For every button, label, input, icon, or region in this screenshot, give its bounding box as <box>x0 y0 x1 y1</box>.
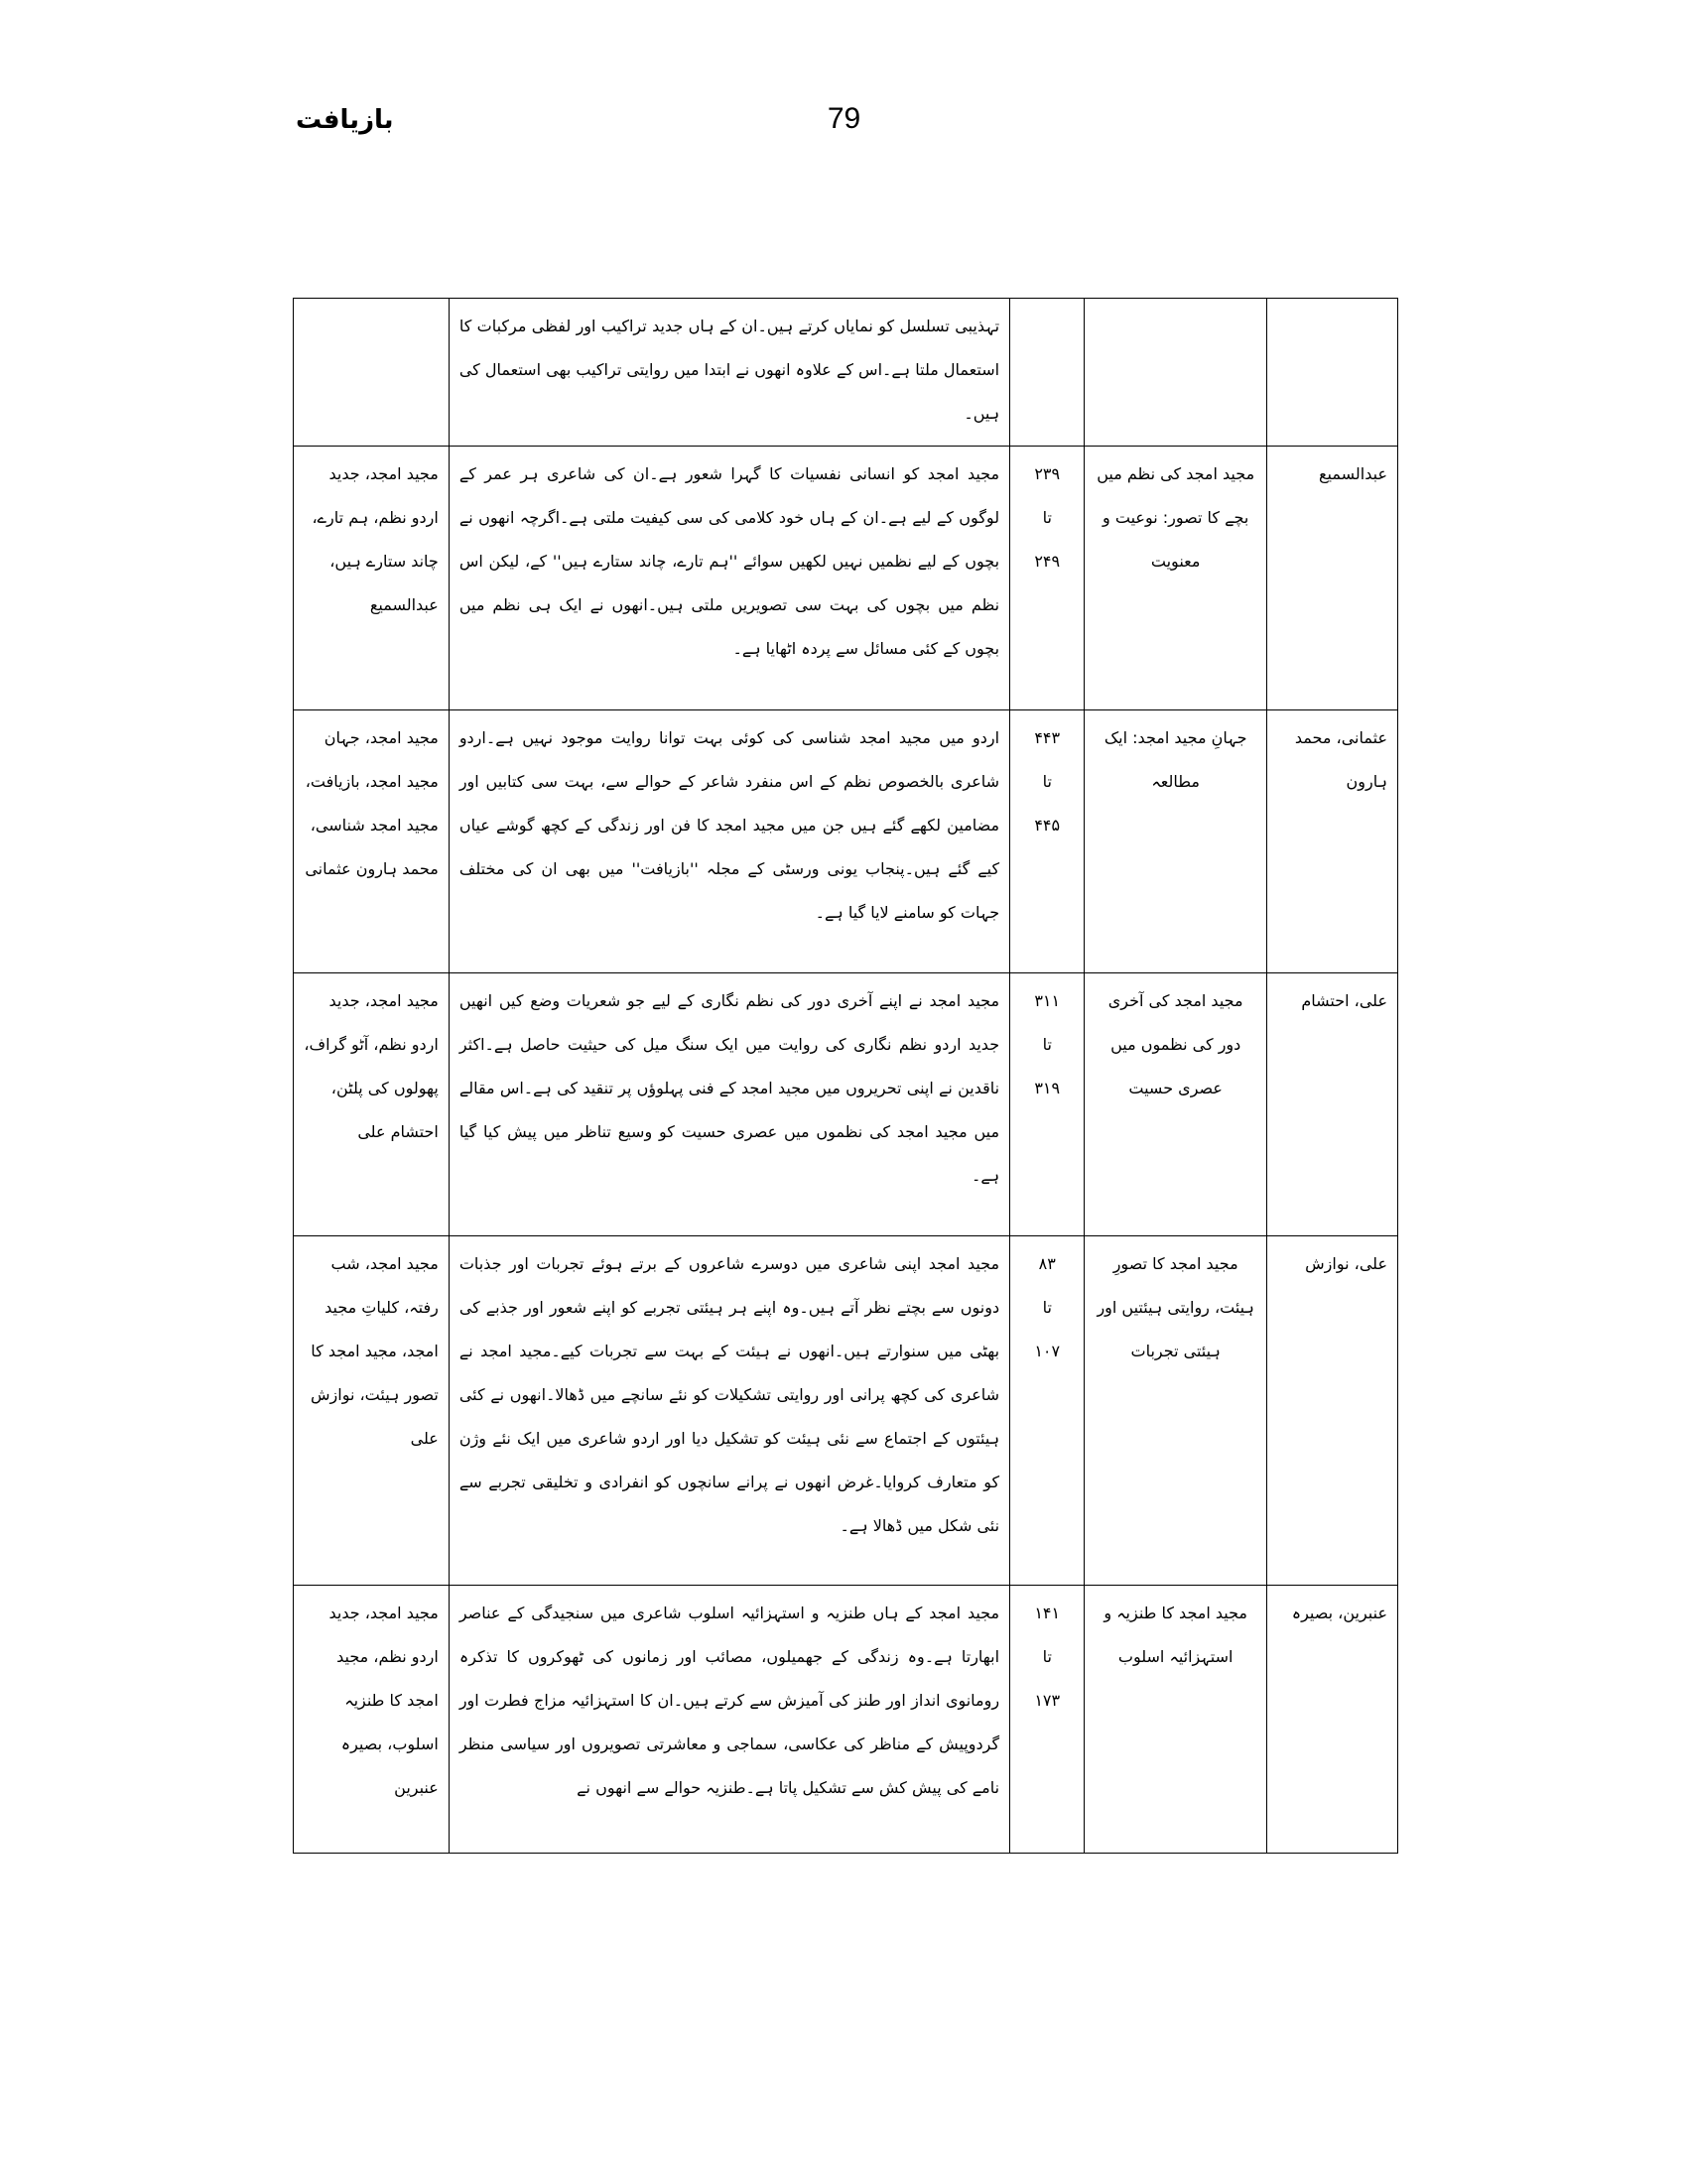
journal-title: بازیافت <box>296 105 394 135</box>
page-number: 79 <box>827 102 861 135</box>
page-from: ۳۱۱ <box>1034 991 1061 1010</box>
keywords-cell: مجید امجد، جدید اردو نظم، آٹو گراف، پھولوں کی پلٹن، احتشام علی <box>294 973 450 1236</box>
page-from: ۱۴۱ <box>1034 1604 1061 1622</box>
page-sep: تا <box>1042 1298 1052 1317</box>
table-row <box>294 973 1398 1236</box>
title-cell: مجید امجد کا تصورِ ہیئت، روایتی ہیئتیں اور ہیئتی تجربات <box>1085 1236 1267 1586</box>
summary-cell: مجید امجد نے اپنے آخری دور کی نظم نگاری کے لیے جو شعریات وضع کیں انھیں جدید اردو نظم نگاری کی روایت میں ایک سنگ میل کی حیثیت حاصل ہے۔اکثر ناقدین نے اپنی تحریروں میں مجید امجد کے فنی پہلوؤں پر تنقید کی ہے۔اس مقالے میں مجید امجد کی نظموں میں عصری حسیت کو وسیع تناظر میں پیش کیا گیا ہے۔ <box>449 973 1009 1236</box>
keywords-cell <box>294 299 450 447</box>
page-sep: تا <box>1042 1647 1052 1666</box>
title-cell: جہانِ مجید امجد: ایک مطالعہ <box>1085 710 1267 973</box>
summary-cell: تہذیبی تسلسل کو نمایاں کرتے ہیں۔ان کے ہاں جدید تراکیب اور لفظی مرکبات کا استعمال ملتا ہے۔اس کے علاوہ انھوں نے ابتدا میں روایتی تراکیب بھی استعمال کی ہیں۔ <box>449 299 1009 447</box>
page-to: ۴۴۵ <box>1034 816 1061 835</box>
summary-cell: اردو میں مجید امجد شناسی کی کوئی بہت توانا روایت موجود نہیں ہے۔اردو شاعری بالخصوص نظم کے اس منفرد شاعر کے حوالے سے، بہت سی کتابیں اور مضامین لکھے گئے ہیں جن میں مجید امجد کا فن اور زندگی کے کچھ گوشے عیاں کیے گئے ہیں۔پنجاب یونی ورسٹی کے مجلہ ''بازیافت'' میں بھی ان کی مختلف جہات کو سامنے لایا گیا ہے۔ <box>449 710 1009 973</box>
pages-cell <box>1010 299 1085 447</box>
author-cell <box>1266 299 1397 447</box>
page-to: ۳۱۹ <box>1034 1079 1061 1097</box>
bibliography-table <box>293 298 1398 1854</box>
title-cell: مجید امجد کا طنزیہ و استہزائیہ اسلوب <box>1085 1586 1267 1854</box>
pages-cell <box>1010 973 1085 1236</box>
page-to: ۲۴۹ <box>1034 552 1061 571</box>
table-row <box>294 1586 1398 1854</box>
page-to: ۱۰۷ <box>1034 1342 1061 1360</box>
page-from: ۲۳۹ <box>1034 464 1061 483</box>
summary-cell: مجید امجد اپنی شاعری میں دوسرے شاعروں کے برتے ہوئے تجربات اور جذبات دونوں سے بچتے نظر آتے ہیں۔وہ اپنے ہر ہیئتی تجربے کو اپنے شعور اور جذبے کی بھٹی میں سنوارتے ہیں۔انھوں نے ہیئت کے بہت سے تجربات کیے۔مجید امجد نے شاعری کی کچھ پرانی اور روایتی تشکیلات کو نئے سانچے میں ڈھالا۔انھوں نے کئی ہیئتوں کے اجتماع سے نئی ہیئت کو تشکیل دیا اور اردو شاعری میں ایک نئے وژن کو متعارف کروایا۔غرض انھوں نے پرانے سانچوں کو انفرادی و تخلیقی تجربے سے نئی شکل میں ڈھالا ہے۔ <box>449 1236 1009 1586</box>
pages-cell <box>1010 710 1085 973</box>
author-cell: علی، احتشام <box>1266 973 1397 1236</box>
title-cell: مجید امجد کی نظم میں بچے کا تصور: نوعیت و معنویت <box>1085 447 1267 710</box>
pages-cell <box>1010 1236 1085 1586</box>
author-cell: عبدالسمیع <box>1266 447 1397 710</box>
author-cell: علی، نوازش <box>1266 1236 1397 1586</box>
table-row <box>294 710 1398 973</box>
table-row <box>294 1236 1398 1586</box>
pages-cell <box>1010 447 1085 710</box>
summary-cell: مجید امجد کو انسانی نفسیات کا گہرا شعور ہے۔ان کی شاعری ہر عمر کے لوگوں کے لیے ہے۔ان کے ہاں خود کلامی کی سی کیفیت ملتی ہے۔اگرچہ انھوں نے بچوں کے لیے نظمیں نہیں لکھیں سوائے ''ہم تارے، چاند ستارے ہیں'' کے، لیکن اس نظم میں بچوں کی بہت سی تصویریں ملتی ہیں۔انھوں نے ایک ہی نظم میں بچوں کے کئی مسائل سے پردہ اٹھایا ہے۔ <box>449 447 1009 710</box>
page-sep: تا <box>1042 772 1052 791</box>
title-cell: مجید امجد کی آخری دور کی نظموں میں عصری حسیت <box>1085 973 1267 1236</box>
author-cell: عثمانی، محمد ہارون <box>1266 710 1397 973</box>
summary-cell: مجید امجد کے ہاں طنزیہ و استہزائیہ اسلوب شاعری میں سنجیدگی کے عناصر ابھارتا ہے۔وہ زندگی کے جھمیلوں، مصائب اور زمانوں کی ٹھوکروں کا تذکرہ رومانوی انداز اور طنز کی آمیزش سے کرتے ہیں۔ان کا استہزائیہ مزاج فطرت اور گردوپیش کے مناظر کی عکاسی، سماجی و معاشرتی تصویروں اور سیاسی منظر نامے کی پیش کش سے تشکیل پاتا ہے۔طنزیہ حوالے سے انھوں نے <box>449 1586 1009 1854</box>
keywords-cell: مجید امجد، جدید اردو نظم، مجید امجد کا طنزیہ اسلوب، بصیرہ عنبرین <box>294 1586 450 1854</box>
author-cell: عنبرین، بصیرہ <box>1266 1586 1397 1854</box>
page-from: ۸۳ <box>1038 1254 1056 1273</box>
table-row <box>294 447 1398 710</box>
page-from: ۴۴۳ <box>1034 728 1061 747</box>
table-row <box>294 299 1398 447</box>
keywords-cell: مجید امجد، جہان مجید امجد، بازیافت، مجید امجد شناسی، محمد ہارون عثمانی <box>294 710 450 973</box>
keywords-cell: مجید امجد، جدید اردو نظم، ہم تارے، چاند ستارے ہیں، عبدالسمیع <box>294 447 450 710</box>
title-cell <box>1085 299 1267 447</box>
pages-cell <box>1010 1586 1085 1854</box>
keywords-cell: مجید امجد، شب رفتہ، کلیاتِ مجید امجد، مجید امجد کا تصور ہیئت، نوازش علی <box>294 1236 450 1586</box>
page-sep: تا <box>1042 508 1052 527</box>
page-to: ۱۷۳ <box>1034 1691 1061 1710</box>
page-sep: تا <box>1042 1035 1052 1054</box>
